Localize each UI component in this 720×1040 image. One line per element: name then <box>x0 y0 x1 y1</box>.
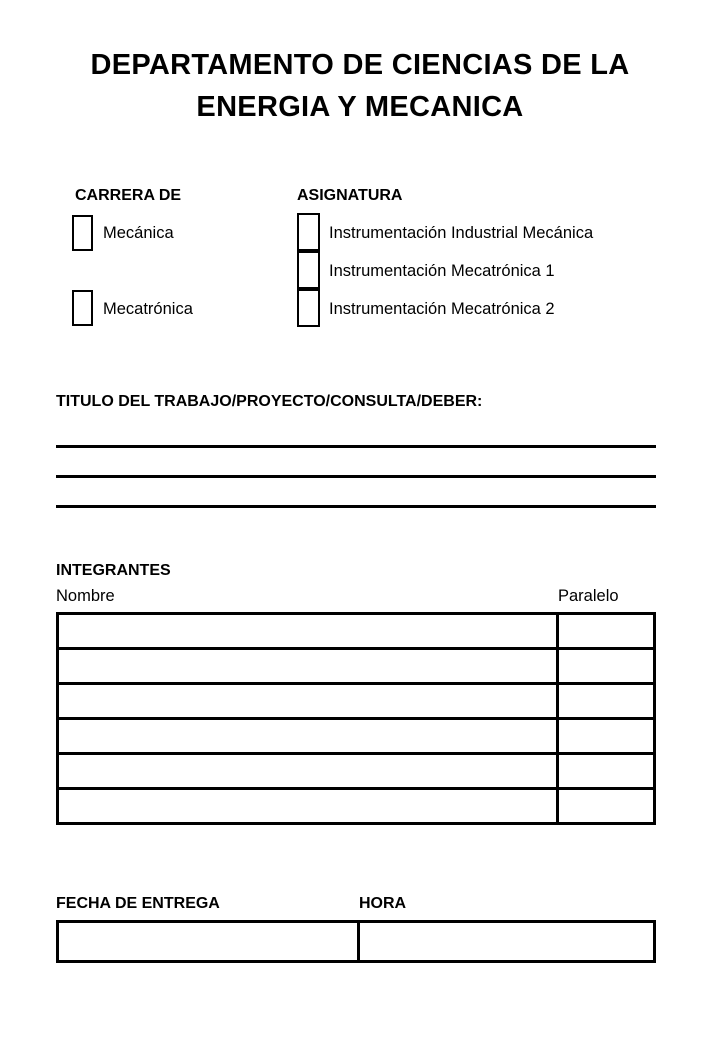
table-row <box>58 649 655 684</box>
paralelo-cell[interactable] <box>558 684 655 719</box>
table-row <box>58 922 655 962</box>
fecha-entrega-label: FECHA DE ENTREGA <box>56 895 220 912</box>
page-title-line-2: ENERGIA Y MECANICA <box>196 91 524 123</box>
table-row <box>58 754 655 789</box>
carrera-mecanica-checkbox[interactable] <box>72 215 93 251</box>
carrera-heading: CARRERA DE <box>75 187 182 204</box>
carrera-mecanica-label: Mecánica <box>103 224 174 242</box>
titulo-line-1[interactable] <box>56 445 656 448</box>
integrantes-table <box>56 612 656 825</box>
carrera-mecatronica-label: Mecatrónica <box>103 300 193 318</box>
page-title-line-1: DEPARTAMENTO DE CIENCIAS DE LA <box>90 49 630 81</box>
entrega-table <box>56 920 656 963</box>
asignatura-mecatronica-2-checkbox[interactable] <box>297 289 320 327</box>
titulo-line-2[interactable] <box>56 475 656 478</box>
asignatura-heading: ASIGNATURA <box>297 187 403 204</box>
hora-label: HORA <box>359 895 407 912</box>
paralelo-cell[interactable] <box>558 754 655 789</box>
nombre-cell[interactable] <box>58 649 558 684</box>
asignatura-industrial-mecanica-label: Instrumentación Industrial Mecánica <box>329 224 594 242</box>
asignatura-mecatronica-2-label: Instrumentación Mecatrónica 2 <box>329 300 555 318</box>
table-row <box>58 684 655 719</box>
nombre-cell[interactable] <box>58 614 558 649</box>
nombre-cell[interactable] <box>58 789 558 824</box>
paralelo-cell[interactable] <box>558 789 655 824</box>
paralelo-cell[interactable] <box>558 649 655 684</box>
nombre-column-header: Nombre <box>56 587 115 605</box>
page-title <box>40 44 680 128</box>
carrera-mecatronica-checkbox[interactable] <box>72 290 93 326</box>
titulo-label: TITULO DEL TRABAJO/PROYECTO/CONSULTA/DEBER: <box>56 393 483 410</box>
asignatura-industrial-mecanica-checkbox[interactable] <box>297 213 320 251</box>
table-row <box>58 789 655 824</box>
asignatura-mecatronica-1-label: Instrumentación Mecatrónica 1 <box>329 262 555 280</box>
paralelo-cell[interactable] <box>558 719 655 754</box>
nombre-cell[interactable] <box>58 684 558 719</box>
paralelo-cell[interactable] <box>558 614 655 649</box>
integrantes-heading: INTEGRANTES <box>56 562 171 579</box>
asignatura-mecatronica-1-checkbox[interactable] <box>297 251 320 289</box>
titulo-line-3[interactable] <box>56 505 656 508</box>
paralelo-column-header: Paralelo <box>558 587 619 605</box>
nombre-cell[interactable] <box>58 719 558 754</box>
table-row <box>58 614 655 649</box>
table-row <box>58 719 655 754</box>
hora-field[interactable] <box>359 922 655 962</box>
fecha-entrega-field[interactable] <box>58 922 359 962</box>
nombre-cell[interactable] <box>58 754 558 789</box>
